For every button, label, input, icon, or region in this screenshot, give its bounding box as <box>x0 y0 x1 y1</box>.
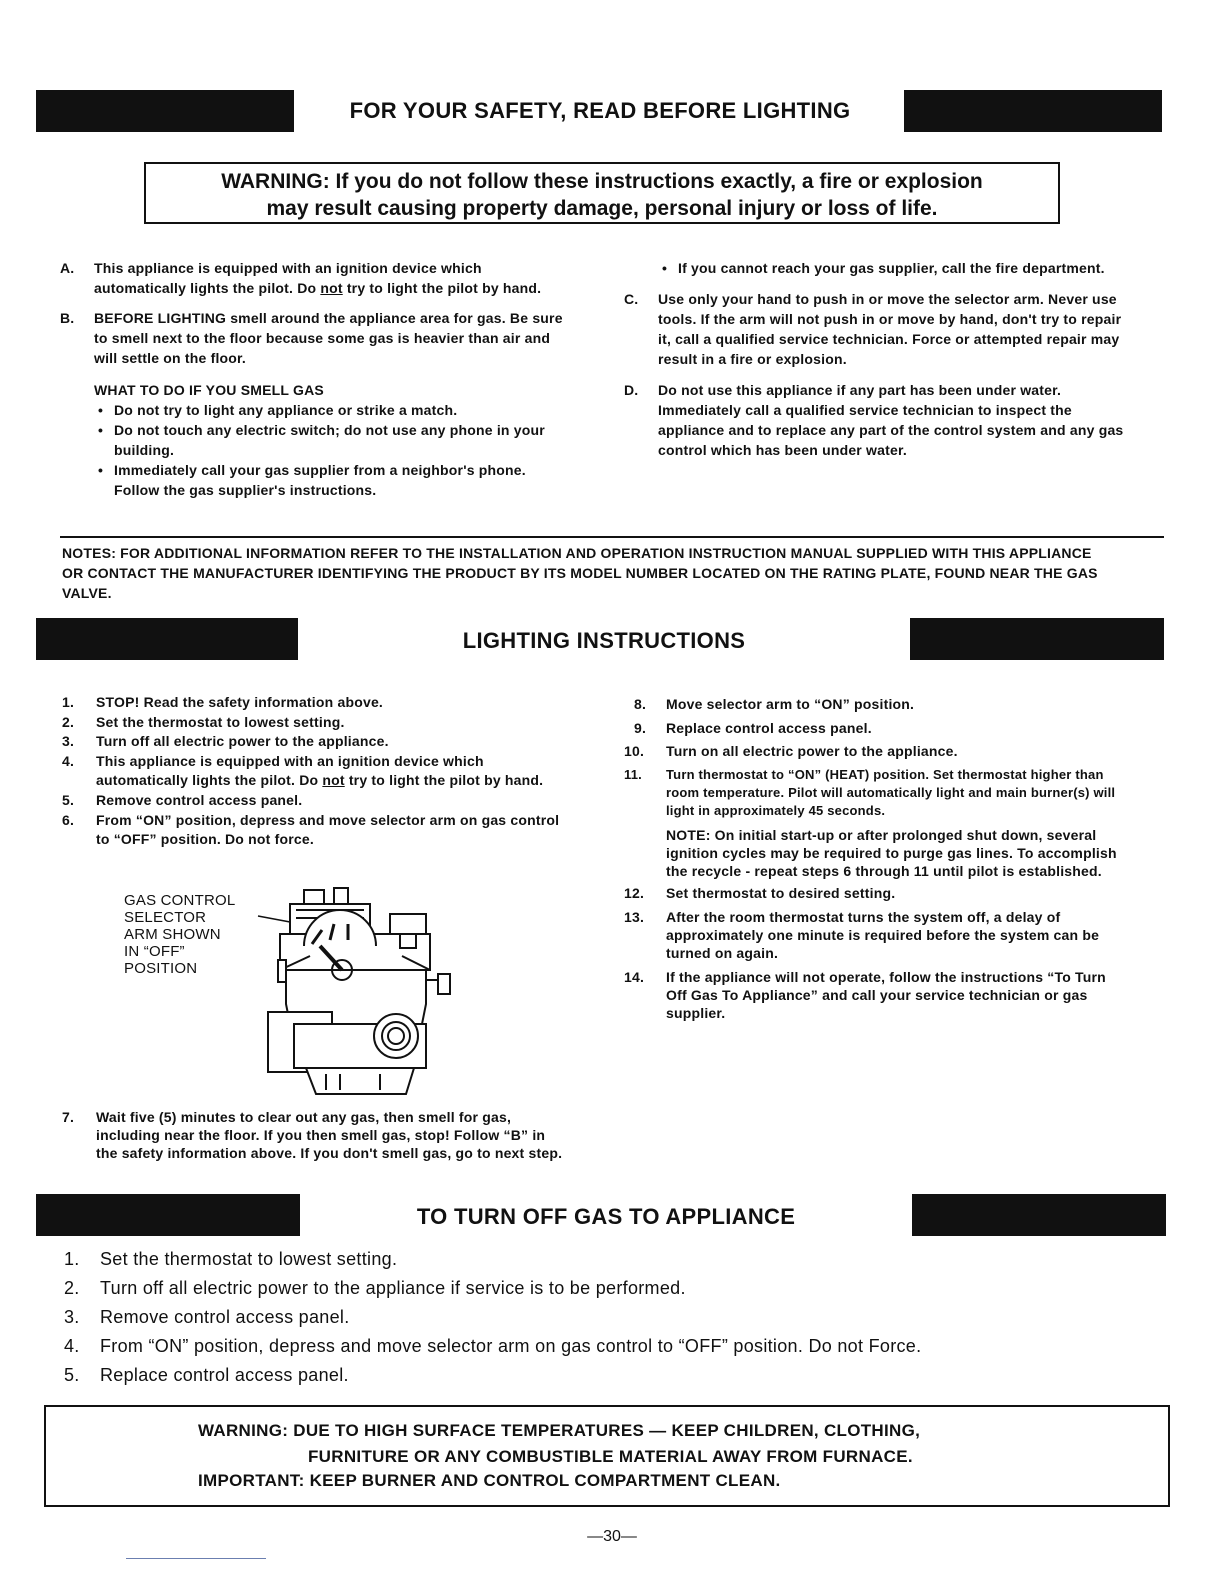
lighting-step: 8. Move selector arm to “ON” position. <box>634 696 915 712</box>
turnoff-header: TO TURN OFF GAS TO APPLIANCE <box>416 1204 796 1229</box>
note-11: NOTE: On initial start-up or after prolonged shut down, several ignition cycles may be required to purge gas lines. To accomplish the recycle - repeat steps 6 through 11 until pilot is established. <box>666 826 1117 879</box>
item-label: A. <box>60 260 75 276</box>
smell-bullet: • Do not touch any electric switch; do not use any phone in your building. <box>94 420 570 460</box>
final-warning-box <box>44 1405 1170 1507</box>
final-warning-line-3: IMPORTANT: KEEP BURNER AND CONTROL COMPARTMENT CLEAN. <box>198 1471 781 1490</box>
lighting-step: 9. Replace control access panel. <box>634 719 872 736</box>
turnoff-step: 1. Set the thermostat to lowest setting. <box>64 1249 398 1269</box>
header-bar-right <box>910 618 1164 660</box>
smell-heading: WHAT TO DO IF YOU SMELL GAS <box>94 382 324 398</box>
lighting-right-column <box>624 693 1120 1022</box>
turnoff-step: 2. Turn off all electric power to the appliance if service is to be performed. <box>64 1278 686 1298</box>
safety-item-c: C. Use only your hand to push in or move the selector arm. Never use tools. If the arm will not push in or move by hand, don't try to repair it, call a qualified service technician. Force or attempted repair may result in a fire or explosion. <box>624 291 1122 367</box>
turnoff-steps <box>64 1245 1164 1390</box>
lighting-step: 1. STOP! Read the safety information above. <box>62 694 384 710</box>
diagram-label: GAS CONTROL SELECTOR ARM SHOWN IN “OFF” POSITION <box>124 892 236 977</box>
warning-box <box>144 162 1060 224</box>
header-bar-right <box>904 90 1162 132</box>
item-label: B. <box>60 310 75 326</box>
lighting-step: 3. Turn off all electric power to the appliance. <box>62 733 389 750</box>
header-bar-right <box>912 1194 1166 1236</box>
lighting-header: LIGHTING INSTRUCTIONS <box>462 628 746 653</box>
safety-right-column <box>624 258 1124 460</box>
item-label: C. <box>624 291 639 307</box>
lighting-step: 14. If the appliance will not operate, follow the instructions “To Turn Off Gas To Appliance” and call your service technician or gas supplier. <box>624 968 1106 1021</box>
lighting-step: 13. After the room thermostat turns the system off, a delay of approximately one minute is required before the system can be turned on again. <box>624 908 1100 961</box>
turnoff-step: 4. From “ON” position, depress and move selector arm on gas control to “OFF” position. Do not Force. <box>64 1336 922 1356</box>
notes-divider <box>60 536 1164 538</box>
footer-rule <box>126 1558 266 1559</box>
gas-control-valve-diagram <box>230 884 460 1100</box>
safety-header: FOR YOUR SAFETY, READ BEFORE LIGHTING <box>349 98 851 123</box>
lighting-step: 12. Set thermostat to desired setting. <box>624 884 896 901</box>
header-bar-left <box>36 1194 300 1236</box>
safety-left-column <box>60 258 570 500</box>
smell-bullet: • If you cannot reach your gas supplier, call the fire department. <box>658 258 1124 278</box>
safety-item-d: D. Do not use this appliance if any part has been under water. Immediately call a qualified service technician to inspect the appliance and to replace any part of the control system and any gas control which has been under water. <box>624 382 1124 458</box>
turnoff-step: 5. Replace control access panel. <box>64 1365 349 1385</box>
smell-bullet: • Immediately call your gas supplier from a neighbor's phone. Follow the gas supplier's instructions. <box>94 460 570 500</box>
lighting-step: 4. This appliance is equipped with an ignition device which automatically lights the pilot. Do not try to light the pilot by hand. <box>62 752 544 789</box>
smell-bullet: • Do not try to light any appliance or strike a match. <box>94 400 570 420</box>
lighting-steps-left <box>62 693 570 850</box>
lighting-step: 2. Set the thermostat to lowest setting. <box>62 713 345 730</box>
safety-item-b: B. BEFORE LIGHTING smell around the appliance area for gas. Be sure to smell next to the floor because some gas is heavier than air and will settle on the floor. <box>60 310 563 366</box>
turnoff-step: 3. Remove control access panel. <box>64 1307 350 1327</box>
lighting-step: 10. Turn on all electric power to the appliance. <box>624 743 958 759</box>
lighting-step: 11. Turn thermostat to “ON” (HEAT) position. Set thermostat higher than room temperature. Pilot will automatically light and main burner(s) will light in approximately 45 seconds. <box>624 766 1116 818</box>
lighting-step: 6. From “ON” position, depress and move selector arm on gas control to “OFF” position. Do not force. <box>62 811 560 848</box>
warning-line-1: WARNING: If you do not follow these instructions exactly, a fire or explosion <box>221 170 983 193</box>
notes-text: NOTES: FOR ADDITIONAL INFORMATION REFER TO THE INSTALLATION AND OPERATION INSTRUCTION MANUAL SUPPLIED WITH THIS APPLIANCE OR CONTACT THE MANUFACTURER IDENTIFYING THE PRODUCT BY ITS MODEL NUMBER LOCATED ON THE RATING PLATE, FOUND NEAR THE GAS VALVE. <box>62 545 1098 601</box>
lighting-step-7: 7. Wait five (5) minutes to clear out any gas, then smell for gas, including near the floor. If you then smell gas, stop! Follow “B” in the safety information above. If you don't smell gas, go to next step. <box>62 1109 563 1161</box>
safety-item-a: A. This appliance is equipped with an ignition device which automatically lights the pilot. Do not try to light the pilot by hand. <box>60 260 542 296</box>
final-warning-line-2: FURNITURE OR ANY COMBUSTIBLE MATERIAL AWAY FROM FURNACE. <box>308 1447 913 1466</box>
warning-line-2: may result causing property damage, personal injury or loss of life. <box>266 197 938 220</box>
lighting-step: 5. Remove control access panel. <box>62 791 303 808</box>
header-bar-left <box>36 90 294 132</box>
final-warning-line-1: WARNING: DUE TO HIGH SURFACE TEMPERATURES — KEEP CHILDREN, CLOTHING, <box>198 1421 921 1440</box>
header-bar-left <box>36 618 298 660</box>
page-number: —30— <box>587 1528 637 1545</box>
item-label: D. <box>624 382 639 398</box>
